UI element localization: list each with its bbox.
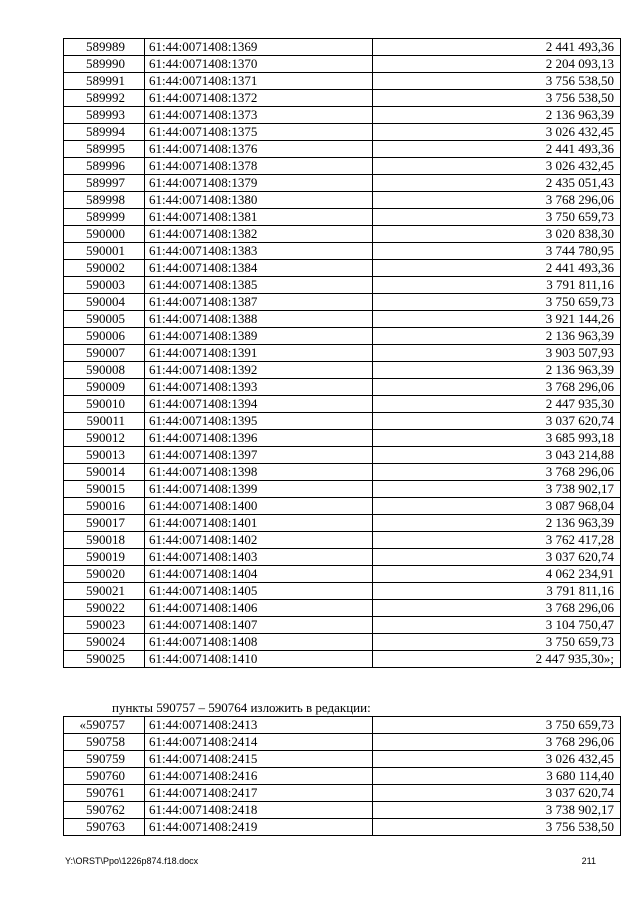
- table-row: [64, 192, 621, 209]
- row-number: 590017: [64, 515, 145, 532]
- row-number: 590023: [64, 617, 145, 634]
- cadastral-number: 61:44:0071408:1398: [145, 464, 373, 481]
- row-number: 590760: [64, 768, 145, 785]
- cadastral-number: 61:44:0071408:1376: [145, 141, 373, 158]
- cadastral-value: 3 756 538,50: [373, 819, 621, 836]
- cadastral-number: 61:44:0071408:1392: [145, 362, 373, 379]
- cadastral-value: 3 026 432,45: [373, 124, 621, 141]
- cadastral-value: 2 441 493,36: [373, 39, 621, 56]
- cadastral-number: 61:44:0071408:1375: [145, 124, 373, 141]
- cadastral-value: 3 037 620,74: [373, 413, 621, 430]
- cadastral-number: 61:44:0071408:1404: [145, 566, 373, 583]
- cadastral-number: 61:44:0071408:1403: [145, 549, 373, 566]
- cadastral-number: 61:44:0071408:1405: [145, 583, 373, 600]
- cadastral-number: 61:44:0071408:1406: [145, 600, 373, 617]
- table-row: [64, 464, 621, 481]
- table-row: [64, 734, 621, 751]
- table-row: [64, 430, 621, 447]
- cadastral-number: 61:44:0071408:2418: [145, 802, 373, 819]
- row-number: 589994: [64, 124, 145, 141]
- table-row: [64, 107, 621, 124]
- cadastral-value: 3 750 659,73: [373, 717, 621, 734]
- cadastral-value: 2 136 963,39: [373, 107, 621, 124]
- cadastral-number: 61:44:0071408:2417: [145, 785, 373, 802]
- row-number: 590762: [64, 802, 145, 819]
- row-number: 590014: [64, 464, 145, 481]
- page-number: 211: [581, 856, 596, 866]
- cadastral-value: 3 768 296,06: [373, 379, 621, 396]
- row-number: 589998: [64, 192, 145, 209]
- table-row: [64, 311, 621, 328]
- row-number: 589991: [64, 73, 145, 90]
- cadastral-value: 3 104 750,47: [373, 617, 621, 634]
- row-number: 590013: [64, 447, 145, 464]
- row-number: 590006: [64, 328, 145, 345]
- cadastral-value: 3 768 296,06: [373, 734, 621, 751]
- table-row: [64, 413, 621, 430]
- cadastral-number: 61:44:0071408:1382: [145, 226, 373, 243]
- amendment-note: пункты 590757 – 590764 изложить в редакции:: [112, 700, 371, 715]
- row-number: 589989: [64, 39, 145, 56]
- row-number: 590002: [64, 260, 145, 277]
- row-number: 589990: [64, 56, 145, 73]
- table-row: [64, 600, 621, 617]
- table-row: [64, 158, 621, 175]
- amended-items-table-body: [64, 717, 621, 836]
- cadastral-value: 2 136 963,39: [373, 328, 621, 345]
- table-row: [64, 498, 621, 515]
- row-number: 590010: [64, 396, 145, 413]
- row-number: 590008: [64, 362, 145, 379]
- cadastral-number: 61:44:0071408:1373: [145, 107, 373, 124]
- cadastral-number: 61:44:0071408:1379: [145, 175, 373, 192]
- cadastral-number: 61:44:0071408:1381: [145, 209, 373, 226]
- row-number: 590025: [64, 651, 145, 668]
- cadastral-value: 4 062 234,91: [373, 566, 621, 583]
- table-row: [64, 549, 621, 566]
- cadastral-number: 61:44:0071408:1388: [145, 311, 373, 328]
- cadastral-value: 3 020 838,30: [373, 226, 621, 243]
- table-row: [64, 39, 621, 56]
- cadastral-number: 61:44:0071408:1385: [145, 277, 373, 294]
- table-row: [64, 175, 621, 192]
- table-row: [64, 260, 621, 277]
- table-row: [64, 481, 621, 498]
- table-row: [64, 634, 621, 651]
- cadastral-value: 3 756 538,50: [373, 90, 621, 107]
- row-number: 590020: [64, 566, 145, 583]
- cadastral-value: 3 768 296,06: [373, 192, 621, 209]
- row-number: 589996: [64, 158, 145, 175]
- table-row: [64, 73, 621, 90]
- row-number: 590012: [64, 430, 145, 447]
- table-row: [64, 328, 621, 345]
- row-number: 590003: [64, 277, 145, 294]
- table-row: [64, 566, 621, 583]
- row-number: 589993: [64, 107, 145, 124]
- row-number: 590000: [64, 226, 145, 243]
- row-number: 590001: [64, 243, 145, 260]
- table-row: [64, 209, 621, 226]
- cadastral-number: 61:44:0071408:1400: [145, 498, 373, 515]
- table-row: [64, 56, 621, 73]
- cadastral-value: 3 738 902,17: [373, 802, 621, 819]
- cadastral-value: 3 750 659,73: [373, 209, 621, 226]
- table-row: [64, 651, 621, 668]
- cadastral-number: 61:44:0071408:1378: [145, 158, 373, 175]
- cadastral-number: 61:44:0071408:1389: [145, 328, 373, 345]
- row-number: 590007: [64, 345, 145, 362]
- cadastral-value: 2 447 935,30»;: [373, 651, 621, 668]
- cadastral-value: 3 026 432,45: [373, 158, 621, 175]
- table-row: [64, 802, 621, 819]
- row-number: 590009: [64, 379, 145, 396]
- cadastral-number: 61:44:0071408:1402: [145, 532, 373, 549]
- row-number: 590019: [64, 549, 145, 566]
- row-number: 590015: [64, 481, 145, 498]
- cadastral-value: 3 043 214,88: [373, 447, 621, 464]
- cadastral-number: 61:44:0071408:1391: [145, 345, 373, 362]
- row-number: 590758: [64, 734, 145, 751]
- table-row: [64, 819, 621, 836]
- cadastral-number: 61:44:0071408:1369: [145, 39, 373, 56]
- cadastral-value: 3 791 811,16: [373, 277, 621, 294]
- table-row: [64, 345, 621, 362]
- cadastral-value: 3 037 620,74: [373, 549, 621, 566]
- cadastral-number: 61:44:0071408:2419: [145, 819, 373, 836]
- cadastral-value: 3 750 659,73: [373, 294, 621, 311]
- row-number: 590016: [64, 498, 145, 515]
- cadastral-number: 61:44:0071408:1410: [145, 651, 373, 668]
- row-number: 589995: [64, 141, 145, 158]
- cadastral-value: 3 921 144,26: [373, 311, 621, 328]
- row-number: 590759: [64, 751, 145, 768]
- row-number: 589992: [64, 90, 145, 107]
- cadastral-number: 61:44:0071408:1380: [145, 192, 373, 209]
- table-row: [64, 717, 621, 734]
- table-row: [64, 294, 621, 311]
- cadastral-value: 3 738 902,17: [373, 481, 621, 498]
- table-row: [64, 617, 621, 634]
- table-row: [64, 515, 621, 532]
- table-row: [64, 379, 621, 396]
- cadastral-value: 2 136 963,39: [373, 362, 621, 379]
- cadastral-value: 3 026 432,45: [373, 751, 621, 768]
- cadastral-value: 2 441 493,36: [373, 141, 621, 158]
- row-number: «590757: [64, 717, 145, 734]
- cadastral-number: 61:44:0071408:1395: [145, 413, 373, 430]
- cadastral-number: 61:44:0071408:2415: [145, 751, 373, 768]
- cadastral-number: 61:44:0071408:1407: [145, 617, 373, 634]
- footer-file-path: Y:\ORST\Ppo\1226p874.f18.docx: [65, 856, 199, 866]
- cadastral-value-table-body: [64, 39, 621, 668]
- cadastral-value: 3 756 538,50: [373, 73, 621, 90]
- cadastral-number: 61:44:0071408:1394: [145, 396, 373, 413]
- cadastral-value: 3 762 417,28: [373, 532, 621, 549]
- cadastral-number: 61:44:0071408:1401: [145, 515, 373, 532]
- cadastral-value-table: [63, 38, 621, 668]
- cadastral-number: 61:44:0071408:1384: [145, 260, 373, 277]
- table-row: [64, 124, 621, 141]
- cadastral-value: 3 768 296,06: [373, 600, 621, 617]
- cadastral-number: 61:44:0071408:1393: [145, 379, 373, 396]
- table-row: [64, 277, 621, 294]
- cadastral-number: 61:44:0071408:2413: [145, 717, 373, 734]
- cadastral-number: 61:44:0071408:1399: [145, 481, 373, 498]
- cadastral-value: 3 750 659,73: [373, 634, 621, 651]
- row-number: 589999: [64, 209, 145, 226]
- table-row: [64, 243, 621, 260]
- cadastral-value: 3 680 114,40: [373, 768, 621, 785]
- cadastral-number: 61:44:0071408:1370: [145, 56, 373, 73]
- cadastral-value: 3 037 620,74: [373, 785, 621, 802]
- cadastral-number: 61:44:0071408:2414: [145, 734, 373, 751]
- cadastral-number: 61:44:0071408:1396: [145, 430, 373, 447]
- row-number: 590005: [64, 311, 145, 328]
- row-number: 589997: [64, 175, 145, 192]
- table-row: [64, 447, 621, 464]
- row-number: 590024: [64, 634, 145, 651]
- cadastral-number: 61:44:0071408:1383: [145, 243, 373, 260]
- cadastral-number: 61:44:0071408:1397: [145, 447, 373, 464]
- cadastral-value: 3 685 993,18: [373, 430, 621, 447]
- row-number: 590004: [64, 294, 145, 311]
- table-row: [64, 226, 621, 243]
- cadastral-value: 2 441 493,36: [373, 260, 621, 277]
- cadastral-value: 3 791 811,16: [373, 583, 621, 600]
- table-row: [64, 90, 621, 107]
- table-row: [64, 532, 621, 549]
- cadastral-value: 3 903 507,93: [373, 345, 621, 362]
- cadastral-number: 61:44:0071408:1387: [145, 294, 373, 311]
- cadastral-number: 61:44:0071408:1371: [145, 73, 373, 90]
- cadastral-value: 2 435 051,43: [373, 175, 621, 192]
- row-number: 590022: [64, 600, 145, 617]
- row-number: 590021: [64, 583, 145, 600]
- table-row: [64, 768, 621, 785]
- table-row: [64, 396, 621, 413]
- table-row: [64, 141, 621, 158]
- row-number: 590011: [64, 413, 145, 430]
- row-number: 590018: [64, 532, 145, 549]
- cadastral-value: 3 768 296,06: [373, 464, 621, 481]
- cadastral-value: 3 087 968,04: [373, 498, 621, 515]
- table-row: [64, 751, 621, 768]
- cadastral-value: 2 447 935,30: [373, 396, 621, 413]
- cadastral-number: 61:44:0071408:1372: [145, 90, 373, 107]
- row-number: 590763: [64, 819, 145, 836]
- cadastral-number: 61:44:0071408:2416: [145, 768, 373, 785]
- cadastral-value: 3 744 780,95: [373, 243, 621, 260]
- amended-items-table: [63, 716, 621, 836]
- row-number: 590761: [64, 785, 145, 802]
- table-row: [64, 362, 621, 379]
- table-row: [64, 583, 621, 600]
- cadastral-number: 61:44:0071408:1408: [145, 634, 373, 651]
- table-row: [64, 785, 621, 802]
- cadastral-value: 2 204 093,13: [373, 56, 621, 73]
- cadastral-value: 2 136 963,39: [373, 515, 621, 532]
